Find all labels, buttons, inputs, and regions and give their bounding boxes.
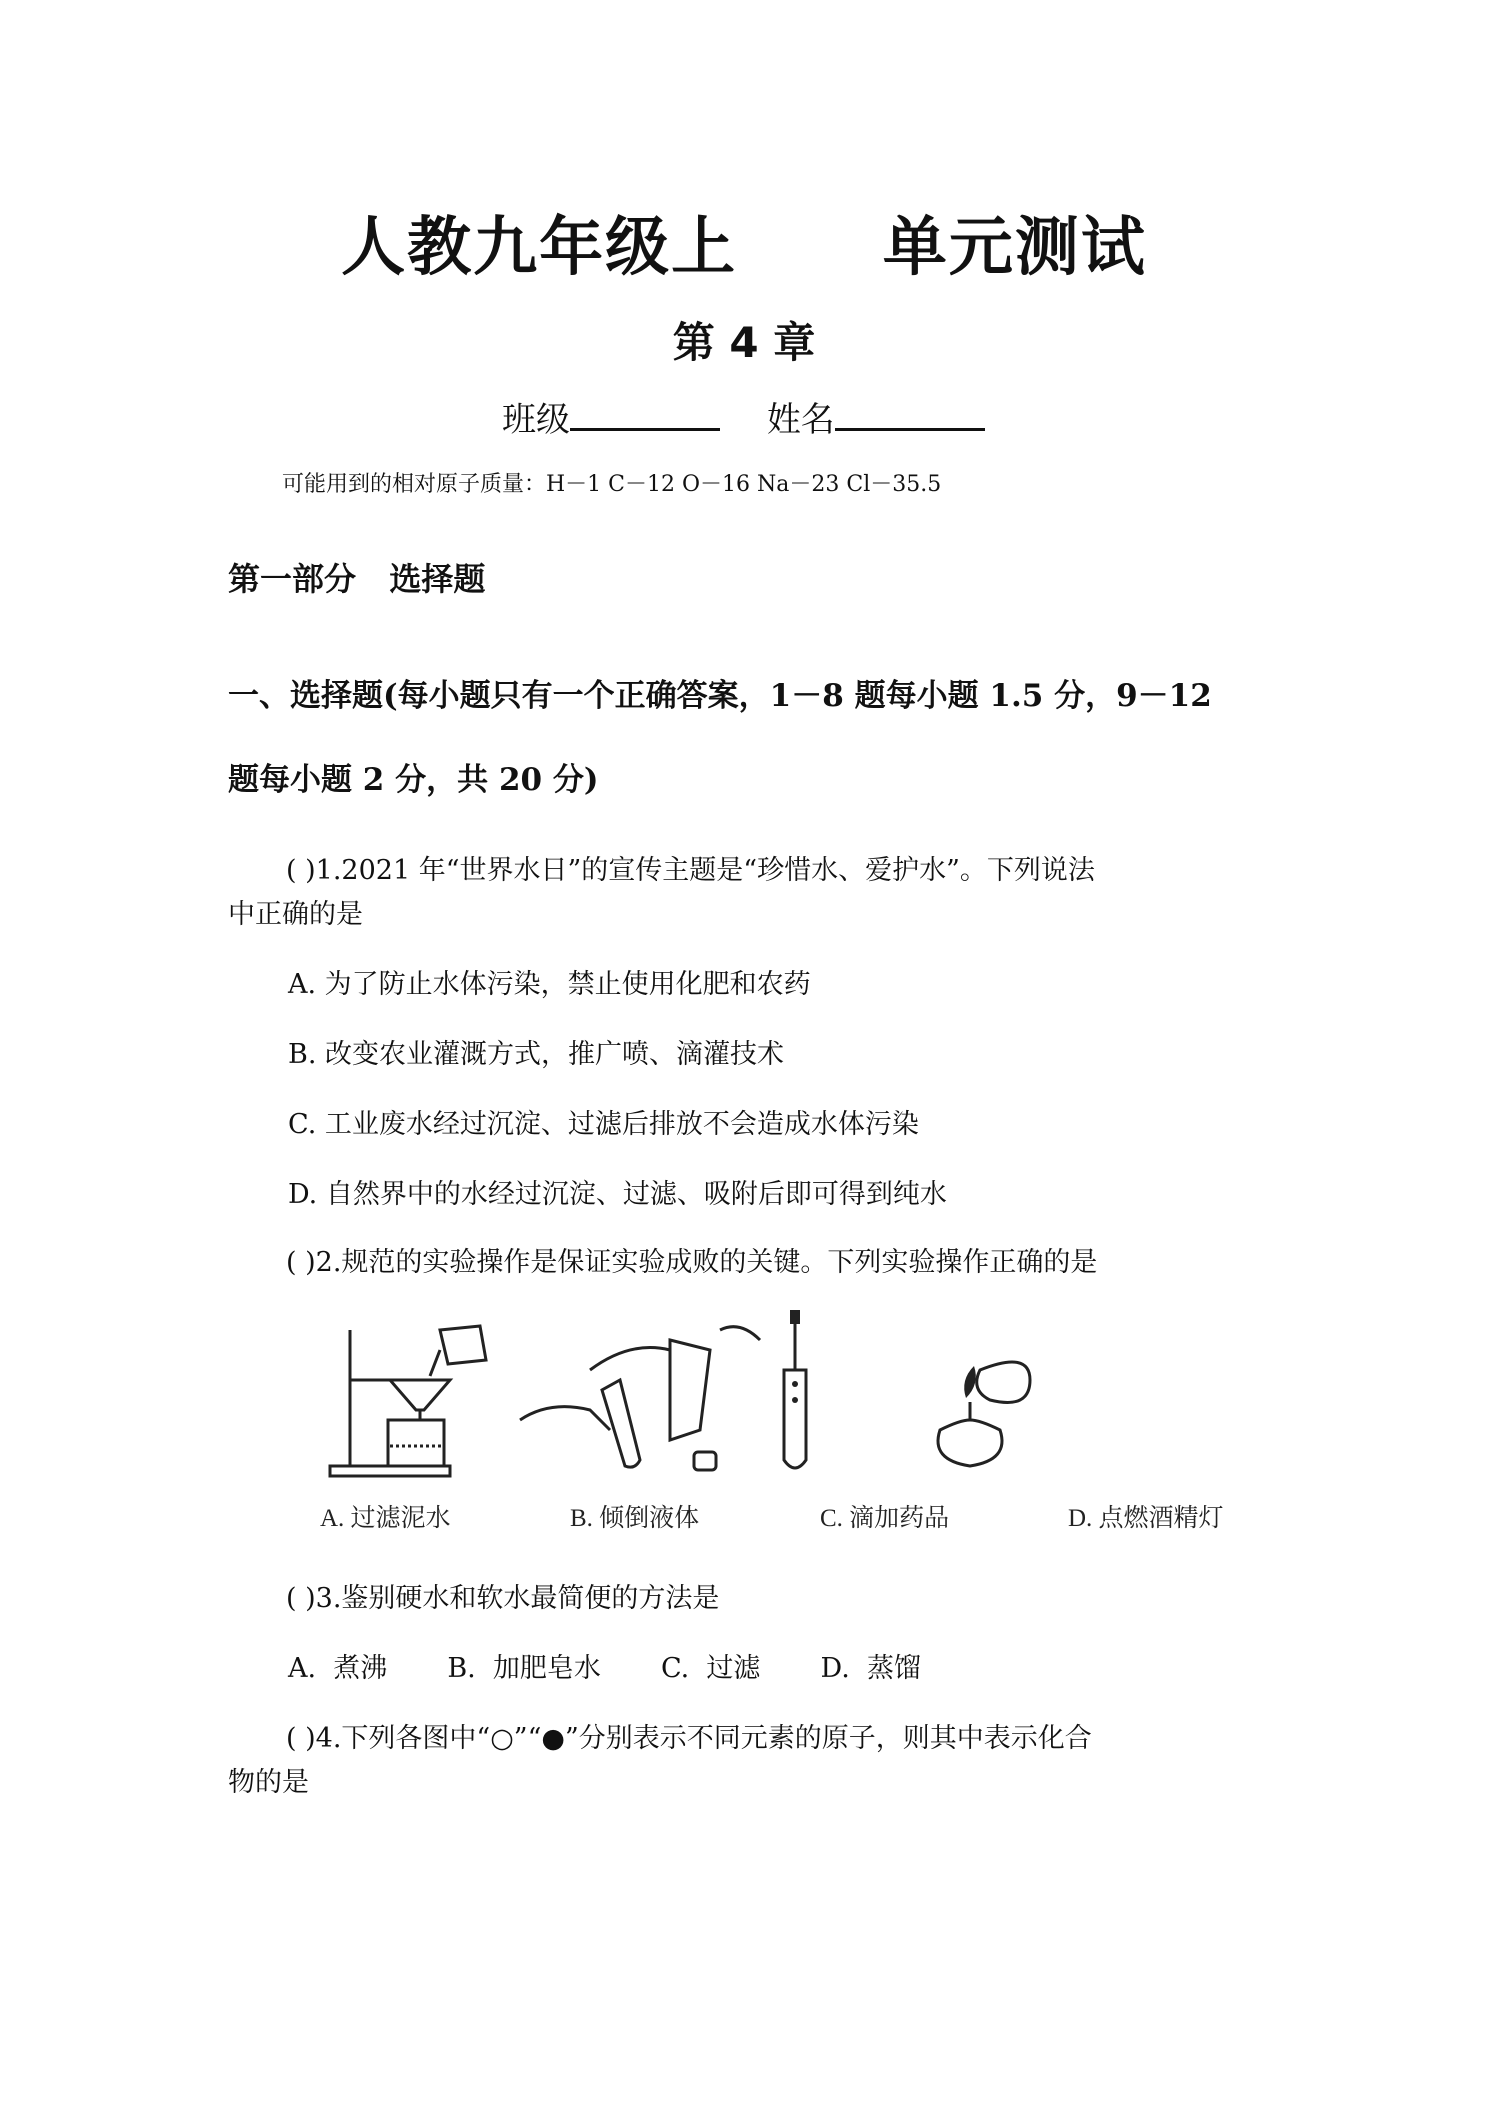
q2-stem: ( )2.规范的实验操作是保证实验成败的关键。下列实验操作正确的是 (286, 1247, 1098, 1278)
chapter-title: 第 4 章 (672, 318, 816, 367)
section-heading-line1: 一、选择题(每小题只有一个正确答案，1－8 题每小题 1.5 分，9－12 (228, 678, 1212, 714)
atomic-masses: 可能用到的相对原子质量：H－1 C－12 O－16 Na－23 Cl－35.5 (282, 472, 942, 497)
alcohol-lamp-illustration (938, 1362, 1030, 1466)
pouring-liquid-illustration (520, 1327, 760, 1470)
q2-label-c: C. 滴加药品 (820, 1505, 950, 1532)
q1-option-c: C. 工业废水经过沉淀、过滤后排放不会造成水体污染 (288, 1109, 919, 1140)
dropper-illustration (784, 1310, 806, 1468)
q3-stem: ( )3.鉴别硬水和软水最简便的方法是 (286, 1583, 720, 1614)
page-title: 人教九年级上 单元测试 (341, 211, 1147, 285)
filtration-apparatus-illustration (330, 1326, 486, 1476)
class-blank[interactable] (570, 394, 720, 431)
q1-option-a: A. 为了防止水体污染，禁止使用化肥和农药 (288, 969, 811, 1000)
q4-stem-line2: 物的是 (228, 1767, 309, 1798)
q2-figure-apparatus (290, 1310, 1270, 1480)
name-blank[interactable] (835, 394, 985, 431)
q2-label-a: A. 过滤泥水 (320, 1505, 451, 1532)
q1-stem-line1: ( )1.2021 年“世界水日”的宣传主题是“珍惜水、爱护水”。下列说法 (286, 855, 1095, 886)
part-title: 第一部分 选择题 (228, 560, 486, 598)
q1-option-d: D. 自然界中的水经过沉淀、过滤、吸附后即可得到纯水 (288, 1179, 947, 1210)
q2-label-d: D. 点燃酒精灯 (1068, 1505, 1224, 1532)
q3-options: A. 煮沸 B. 加肥皂水 C. 过滤 D. 蒸馏 (288, 1653, 921, 1684)
q1-option-b: B. 改变农业灌溉方式，推广喷、滴灌技术 (288, 1039, 785, 1070)
class-label: 班级 (502, 400, 570, 440)
q4-stem-line1: ( )4.下列各图中“○”“●”分别表示不同元素的原子，则其中表示化合 (286, 1723, 1092, 1754)
q1-stem-line2: 中正确的是 (228, 899, 363, 930)
q2-label-b: B. 倾倒液体 (570, 1505, 700, 1532)
class-name-line (502, 392, 1021, 441)
name-label: 姓名 (766, 400, 835, 440)
section-heading-line2: 题每小题 2 分，共 20 分) (228, 762, 599, 798)
